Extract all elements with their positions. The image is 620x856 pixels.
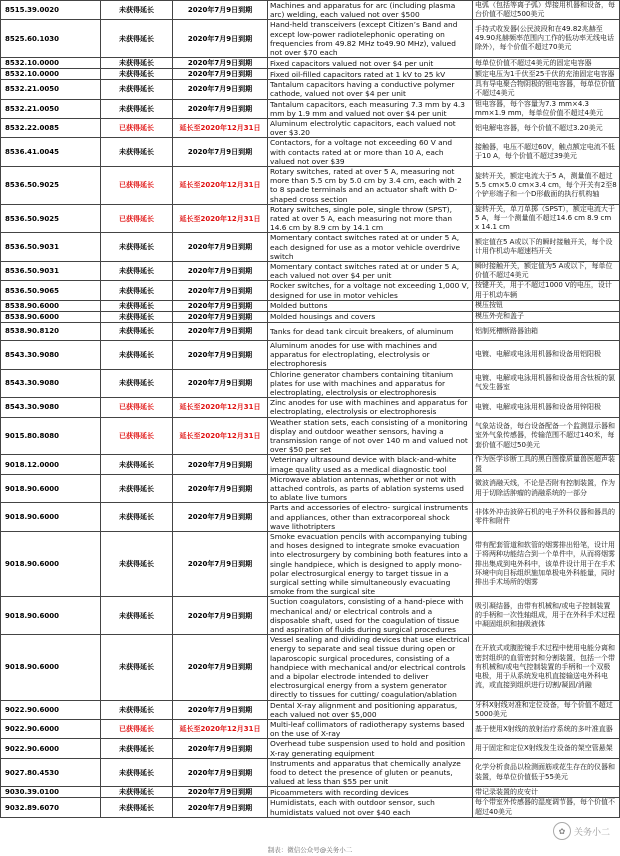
hs-code-cell: 9018.90.6000	[1, 531, 101, 596]
english-description-cell: Momentary contact switches rated at or under 5 A, each designed for use as a motor vehicle overdrive switch	[268, 233, 473, 262]
hs-code-cell: 9018.90.6000	[1, 474, 101, 503]
english-description-cell: Tantalum capacitors, each measuring 7.3 mm by 4.3 mm by 1.9 mm and valued not over $4 per unit	[268, 99, 473, 118]
extension-status-cell: 未获得延长	[101, 300, 173, 311]
hs-code-cell: 8543.30.9080	[1, 398, 101, 417]
table-row	[1, 204, 620, 233]
table-row	[1, 20, 620, 58]
expiry-date-cell: 延长至2020年12月31日	[173, 119, 268, 138]
chinese-description-cell: 吸引凝结器，由带有机械和/或电子控制装置的手柄和一次性轴组成，用于在外科手术过程中凝固组织和抽吸液体	[473, 597, 620, 635]
expiry-date-cell: 2020年7月9日到期	[173, 322, 268, 340]
expiry-date-cell: 2020年7月9日到期	[173, 262, 268, 281]
expiry-date-cell: 2020年7月9日到期	[173, 798, 268, 817]
table-row	[1, 700, 620, 719]
expiry-date-cell: 2020年7月9日到期	[173, 20, 268, 58]
hs-code-cell: 8538.90.6000	[1, 300, 101, 311]
english-description-cell: Humidistats, each with outdoor sensor, such humidistats valued not over $40 each	[268, 798, 473, 817]
expiry-date-cell: 2020年7月9日到期	[173, 138, 268, 167]
english-description-cell: Parts and accessories of electro- surgical instruments and appliances, other than extracorporeal shock wave lithotripters	[268, 503, 473, 532]
chinese-description-cell: 每单位价值不超过4美元的固定电容器	[473, 58, 620, 69]
hs-code-cell: 8532.21.0050	[1, 99, 101, 118]
chinese-description-cell: 铝制死槽断路器油箱	[473, 322, 620, 340]
expiry-date-cell: 2020年7月9日到期	[173, 369, 268, 398]
hs-code-cell: 9018.12.0000	[1, 455, 101, 474]
watermark-text: 关务小二	[573, 827, 610, 838]
english-description-cell: Multi-leaf collimators of radiotherapy systems based on the use of X-ray	[268, 720, 473, 739]
expiry-date-cell: 2020年7月9日到期	[173, 758, 268, 787]
english-description-cell: Momentary contact switches rated at or under 5 A, each valued not over $4 per unit	[268, 262, 473, 281]
english-description-cell: Picoammeters with recording devices	[268, 787, 473, 798]
hs-code-cell: 9018.90.6000	[1, 635, 101, 700]
hs-code-cell: 8543.30.9080	[1, 369, 101, 398]
table-row	[1, 281, 620, 300]
hs-code-cell: 9030.39.0100	[1, 787, 101, 798]
hs-code-cell: 8525.60.1030	[1, 20, 101, 58]
hs-code-cell: 8538.90.8120	[1, 322, 101, 340]
expiry-date-cell: 2020年7月9日到期	[173, 739, 268, 758]
table-row	[1, 69, 620, 80]
english-description-cell: Machines and apparatus for arc (including plasma arc) welding, each valued not over $500	[268, 1, 473, 20]
chinese-description-cell: 模压外壳和盖子	[473, 311, 620, 322]
hs-code-cell: 9022.90.6000	[1, 739, 101, 758]
chinese-description-cell: 接触器，电压不超过60V，触点额定电流不低于10 A，每个价值不超过39美元	[473, 138, 620, 167]
table-row	[1, 455, 620, 474]
expiry-date-cell: 2020年7月9日到期	[173, 281, 268, 300]
chinese-description-cell: 按键开关，用于不超过1000 V的电压，设计用于机动车辆	[473, 281, 620, 300]
expiry-date-cell: 2020年7月9日到期	[173, 787, 268, 798]
chinese-description-cell: 在开放式或腹腔镜手术过程中使用电能分离和密封组织的血管密封和分割装置，包括一个带有机械和/或电气控制装置的手柄和一个双极电极，用于从系统发电机直接输送电外科电流，或直接到组织进行切割/凝固/消融	[473, 635, 620, 700]
extension-status-cell: 未获得延长	[101, 262, 173, 281]
table-row	[1, 474, 620, 503]
chinese-description-cell: 作为医学诊断工具的黑白图像质量兽医超声装置	[473, 455, 620, 474]
chinese-description-cell: 电镀、电解或电泳用机器和设备用锌阳极	[473, 398, 620, 417]
hs-code-cell: 8536.50.9065	[1, 281, 101, 300]
table-row	[1, 635, 620, 700]
hs-code-cell: 9018.90.6000	[1, 503, 101, 532]
table-row	[1, 167, 620, 205]
expiry-date-cell: 延长至2020年12月31日	[173, 398, 268, 417]
extension-status-cell: 未获得延长	[101, 758, 173, 787]
english-description-cell: Contactors, for a voltage not exceeding 60 V and with contacts rated at or more than 10 A, each valued not over $39	[268, 138, 473, 167]
english-description-cell: Vessel sealing and dividing devices that use electrical energy to separate and seal tissue during open or laparoscopic surgical procedures, consisting of a handpiece with mechanical and/or electrical controls and a bipolar electrode intended to deliver electrosurgical energy from a system generator directly to tissues for cutting/ coagulation/ablation	[268, 635, 473, 700]
hs-code-cell: 8536.41.0045	[1, 138, 101, 167]
table-row	[1, 322, 620, 340]
table-row	[1, 340, 620, 369]
extension-status-cell: 未获得延长	[101, 233, 173, 262]
english-description-cell: Chlorine generator chambers containing titanium plates for use with machines and apparatus for electroplating, electrolysis or electrophoresis	[268, 369, 473, 398]
table-row	[1, 369, 620, 398]
extension-status-cell: 未获得延长	[101, 311, 173, 322]
extension-status-cell: 已获得延长	[101, 204, 173, 233]
chinese-description-cell: 电镀、电解或电泳用机器和设备用铝阳极	[473, 340, 620, 369]
english-description-cell: Overhead tube suspension used to hold and position X-ray generating equipment	[268, 739, 473, 758]
extension-status-cell: 未获得延长	[101, 99, 173, 118]
hs-code-cell: 8515.39.0020	[1, 1, 101, 20]
hs-code-cell: 9027.80.4530	[1, 758, 101, 787]
extension-status-cell: 未获得延长	[101, 369, 173, 398]
expiry-date-cell: 2020年7月9日到期	[173, 300, 268, 311]
chinese-description-cell: 电弧（包括等离子弧）焊接用机器和设备，每台价值不超过500美元	[473, 1, 620, 20]
chinese-description-cell: 模压按钮	[473, 300, 620, 311]
english-description-cell: Instruments and apparatus that chemically analyze food to detect the presence of gluten or peanuts, valued at less than $55 per unit	[268, 758, 473, 787]
extension-status-cell: 未获得延长	[101, 322, 173, 340]
hs-code-cell: 9032.89.6070	[1, 798, 101, 817]
hs-code-cell: 8532.10.0000	[1, 58, 101, 69]
extension-status-cell: 未获得延长	[101, 635, 173, 700]
chinese-description-cell: 旋转开关，单刀单掷（SPST），额定电流大于5 A，每一个测量值不超过14.6 cm 8.9 cm x 14.1 cm	[473, 204, 620, 233]
table-row	[1, 1, 620, 20]
hs-code-cell: 8532.21.0050	[1, 80, 101, 99]
english-description-cell: Aluminum anodes for use with machines and apparatus for electroplating, electrolysis or electrophoresis	[268, 340, 473, 369]
expiry-date-cell: 2020年7月9日到期	[173, 233, 268, 262]
expiry-date-cell: 延长至2020年12月31日	[173, 204, 268, 233]
hs-code-cell: 8536.50.9025	[1, 167, 101, 205]
expiry-date-cell: 2020年7月9日到期	[173, 1, 268, 20]
english-description-cell: Weather station sets, each consisting of a monitoring display and outdoor weather sensors, having a transmission range of not over 140 m and valued not over $50 per set	[268, 417, 473, 455]
table-row	[1, 80, 620, 99]
extension-status-cell: 已获得延长	[101, 398, 173, 417]
english-description-cell: Tanks for dead tank circuit breakers, of aluminum	[268, 322, 473, 340]
english-description-cell: Molded housings and covers	[268, 311, 473, 322]
footer-credit: 制表：微信公众号@关务小二	[267, 846, 353, 854]
table-row	[1, 417, 620, 455]
extension-status-cell: 已获得延长	[101, 417, 173, 455]
expiry-date-cell: 2020年7月9日到期	[173, 58, 268, 69]
extension-status-cell: 未获得延长	[101, 700, 173, 719]
chinese-description-cell: 化学分析食品以检测面筋或花生存在的仪器和装置，每单位价值低于55美元	[473, 758, 620, 787]
expiry-date-cell: 延长至2020年12月31日	[173, 417, 268, 455]
expiry-date-cell: 2020年7月9日到期	[173, 69, 268, 80]
table-row	[1, 503, 620, 532]
table-row	[1, 119, 620, 138]
chinese-description-cell: 气象站设备，每台设备配备一个监测显示器和室外气象传感器，传输范围不超过140米，每套价值不超过50美元	[473, 417, 620, 455]
expiry-date-cell: 2020年7月9日到期	[173, 455, 268, 474]
extension-status-cell: 未获得延长	[101, 281, 173, 300]
table-row	[1, 233, 620, 262]
expiry-date-cell: 2020年7月9日到期	[173, 474, 268, 503]
wechat-icon: ✿	[553, 822, 571, 840]
extension-status-cell: 未获得延长	[101, 69, 173, 80]
chinese-description-cell: 每个带室外传感器的湿度调节器，每个价值不超过40美元	[473, 798, 620, 817]
chinese-description-cell: 额定电压为1千伏至25千伏的充油固定电容器	[473, 69, 620, 80]
table-row	[1, 58, 620, 69]
chinese-description-cell: 手持式收发器(公民波段和在49.82兆赫至49.90兆赫频率范围内工作的低功率无线电话除外），每个价值不超过70美元	[473, 20, 620, 58]
chinese-description-cell: 铝电解电容器，每个价值不超过3.20美元	[473, 119, 620, 138]
chinese-description-cell: 基于使用X射线的放射治疗系统的多叶准直器	[473, 720, 620, 739]
hs-code-cell: 8543.30.9080	[1, 340, 101, 369]
extension-status-cell: 未获得延长	[101, 20, 173, 58]
table-row	[1, 597, 620, 635]
table-row	[1, 739, 620, 758]
chinese-description-cell: 用于固定和定位X射线发生设备的架空管悬架	[473, 739, 620, 758]
extension-status-cell: 未获得延长	[101, 503, 173, 532]
extension-status-cell: 未获得延长	[101, 1, 173, 20]
chinese-description-cell: 旋转开关，额定电流大于5 A，测量值不超过5.5 cm×5.0 cm×3.4 cm，每个开关有2至8个铲形端子和一个D形截面的执行机构轴	[473, 167, 620, 205]
expiry-date-cell: 2020年7月9日到期	[173, 311, 268, 322]
english-description-cell: Aluminum electrolytic capacitors, each valued not over $3.20	[268, 119, 473, 138]
chinese-description-cell: 钽电容器，每个容量为7.3 mm×4.3 mm×1.9 mm，每单位价值不超过4美元	[473, 99, 620, 118]
chinese-description-cell: 具有导电聚合物阴极的钽电容器，每单位价值不超过4美元	[473, 80, 620, 99]
table-row	[1, 311, 620, 322]
expiry-date-cell: 2020年7月9日到期	[173, 531, 268, 596]
extension-status-cell: 已获得延长	[101, 720, 173, 739]
english-description-cell: Rotary switches, single pole, single throw (SPST), rated at over 5 A, each measuring not more than 14.6 cm by 8.9 cm by 14.1 cm	[268, 204, 473, 233]
extension-status-cell: 已获得延长	[101, 167, 173, 205]
extension-status-cell: 未获得延长	[101, 739, 173, 758]
english-description-cell: Fixed capacitors valued not over $4 per unit	[268, 58, 473, 69]
english-description-cell: Hand-held transceivers (except Citizen’s Band and except low-power radiotelephonic operating on frequencies from 49.82 MHz to49.90 MHz), valued not over $70 each	[268, 20, 473, 58]
chinese-description-cell: 瞬时接触开关，额定值为5 A或以下，每单位价值不超过4美元	[473, 262, 620, 281]
expiry-date-cell: 2020年7月9日到期	[173, 80, 268, 99]
expiry-date-cell: 2020年7月9日到期	[173, 597, 268, 635]
table-row	[1, 99, 620, 118]
hs-code-cell: 8536.50.9031	[1, 233, 101, 262]
english-description-cell: Fixed oil-filled capacitors rated at 1 kV to 25 kV	[268, 69, 473, 80]
extension-status-cell: 未获得延长	[101, 597, 173, 635]
extension-status-cell: 未获得延长	[101, 340, 173, 369]
chinese-description-cell: 带有配套管道和软管的烟雾排出铅笔，设计用于将两种功能结合到一个单件中，从而将烟雾排出集成到电外科中，该单件设计用于在手术环境中向目标组织施加单极电外科能量，同时排出手术场所的烟雾	[473, 531, 620, 596]
wechat-watermark	[553, 822, 610, 840]
hs-code-cell: 8536.50.9031	[1, 262, 101, 281]
english-description-cell: Dental X-ray alignment and positioning apparatus, each valued not over $5,000	[268, 700, 473, 719]
english-description-cell: Tantalum capacitors having a conductive polymer cathode, valued not over $4 per unit	[268, 80, 473, 99]
english-description-cell: Suction coagulators, consisting of a hand-piece with mechanical and/ or electrical controls and a disposable shaft, used for the coagulation of tissue and aspiration of fluids during surgical procedures	[268, 597, 473, 635]
extension-status-cell: 未获得延长	[101, 138, 173, 167]
table-body	[1, 1, 620, 818]
extension-status-cell: 未获得延长	[101, 455, 173, 474]
extension-status-cell: 已获得延长	[101, 119, 173, 138]
extension-status-cell: 未获得延长	[101, 531, 173, 596]
extension-status-cell: 未获得延长	[101, 80, 173, 99]
table-row	[1, 787, 620, 798]
hs-code-cell: 8538.90.6000	[1, 311, 101, 322]
chinese-description-cell: 电镀、电解或电泳用机器和设备用含钛板的氯气发生器室	[473, 369, 620, 398]
expiry-date-cell: 2020年7月9日到期	[173, 700, 268, 719]
table-row	[1, 758, 620, 787]
english-description-cell: Smoke evacuation pencils with accompanying tubing and hoses designed to integrate smoke evacuation into electrosurgery by combining both features into a single handpiece, which is designed to apply mono-polar electrosurgical energy to target tissue in a surgical setting while simultaneously evacuating smoke from the surgical site	[268, 531, 473, 596]
chinese-description-cell: 带记录装置的皮安计	[473, 787, 620, 798]
expiry-date-cell: 2020年7月9日到期	[173, 635, 268, 700]
expiry-date-cell: 2020年7月9日到期	[173, 340, 268, 369]
table-row	[1, 262, 620, 281]
extension-status-cell: 未获得延长	[101, 787, 173, 798]
table-row	[1, 720, 620, 739]
hs-code-cell: 9018.90.6000	[1, 597, 101, 635]
expiry-date-cell: 2020年7月9日到期	[173, 99, 268, 118]
hs-code-cell: 9022.90.6000	[1, 700, 101, 719]
hs-code-cell: 8536.50.9025	[1, 204, 101, 233]
chinese-description-cell: 牙科X射线对准和定位设备，每个价值不超过5000美元	[473, 700, 620, 719]
english-description-cell: Veterinary ultrasound device with black-and-white image quality used as a medical diagnostic tool	[268, 455, 473, 474]
extension-status-cell: 未获得延长	[101, 798, 173, 817]
table-row	[1, 300, 620, 311]
expiry-date-cell: 2020年7月9日到期	[173, 503, 268, 532]
chinese-description-cell: 额定值在5 A或以下的瞬时接触开关，每个设计用作机动车超速档开关	[473, 233, 620, 262]
hs-code-cell: 9015.80.8080	[1, 417, 101, 455]
english-description-cell: Rocker switches, for a voltage not exceeding 1,000 V, designed for use in motor vehicles	[268, 281, 473, 300]
english-description-cell: Microwave ablation antennas, whether or not with attached controls, as parts of ablation systems used to ablate live tumors	[268, 474, 473, 503]
english-description-cell: Rotary switches, rated at over 5 A, measuring not more than 5.5 cm by 5.0 cm by 3.4 cm, each with 2 to 8 spade terminals and an actuator shaft with D-shaped cross section	[268, 167, 473, 205]
extension-status-cell: 未获得延长	[101, 58, 173, 69]
expiry-date-cell: 延长至2020年12月31日	[173, 167, 268, 205]
hs-code-cell: 8532.22.0085	[1, 119, 101, 138]
extension-status-cell: 未获得延长	[101, 474, 173, 503]
expiry-date-cell: 延长至2020年12月31日	[173, 720, 268, 739]
table-row	[1, 531, 620, 596]
english-description-cell: Molded buttons	[268, 300, 473, 311]
hs-code-cell: 8532.10.0000	[1, 69, 101, 80]
hs-code-cell: 9022.90.6000	[1, 720, 101, 739]
chinese-description-cell: 非体外冲击波碎石机的电子外科仪器和器具的零件和附件	[473, 503, 620, 532]
english-description-cell: Zinc anodes for use with machines and apparatus for electroplating, electrolysis or electrophoresis	[268, 398, 473, 417]
chinese-description-cell: 微波消融天线，不论是否附有控制装置，作为用于切除活肿瘤的消融系统的一部分	[473, 474, 620, 503]
table-row	[1, 138, 620, 167]
table-row	[1, 798, 620, 817]
table-row	[1, 398, 620, 417]
